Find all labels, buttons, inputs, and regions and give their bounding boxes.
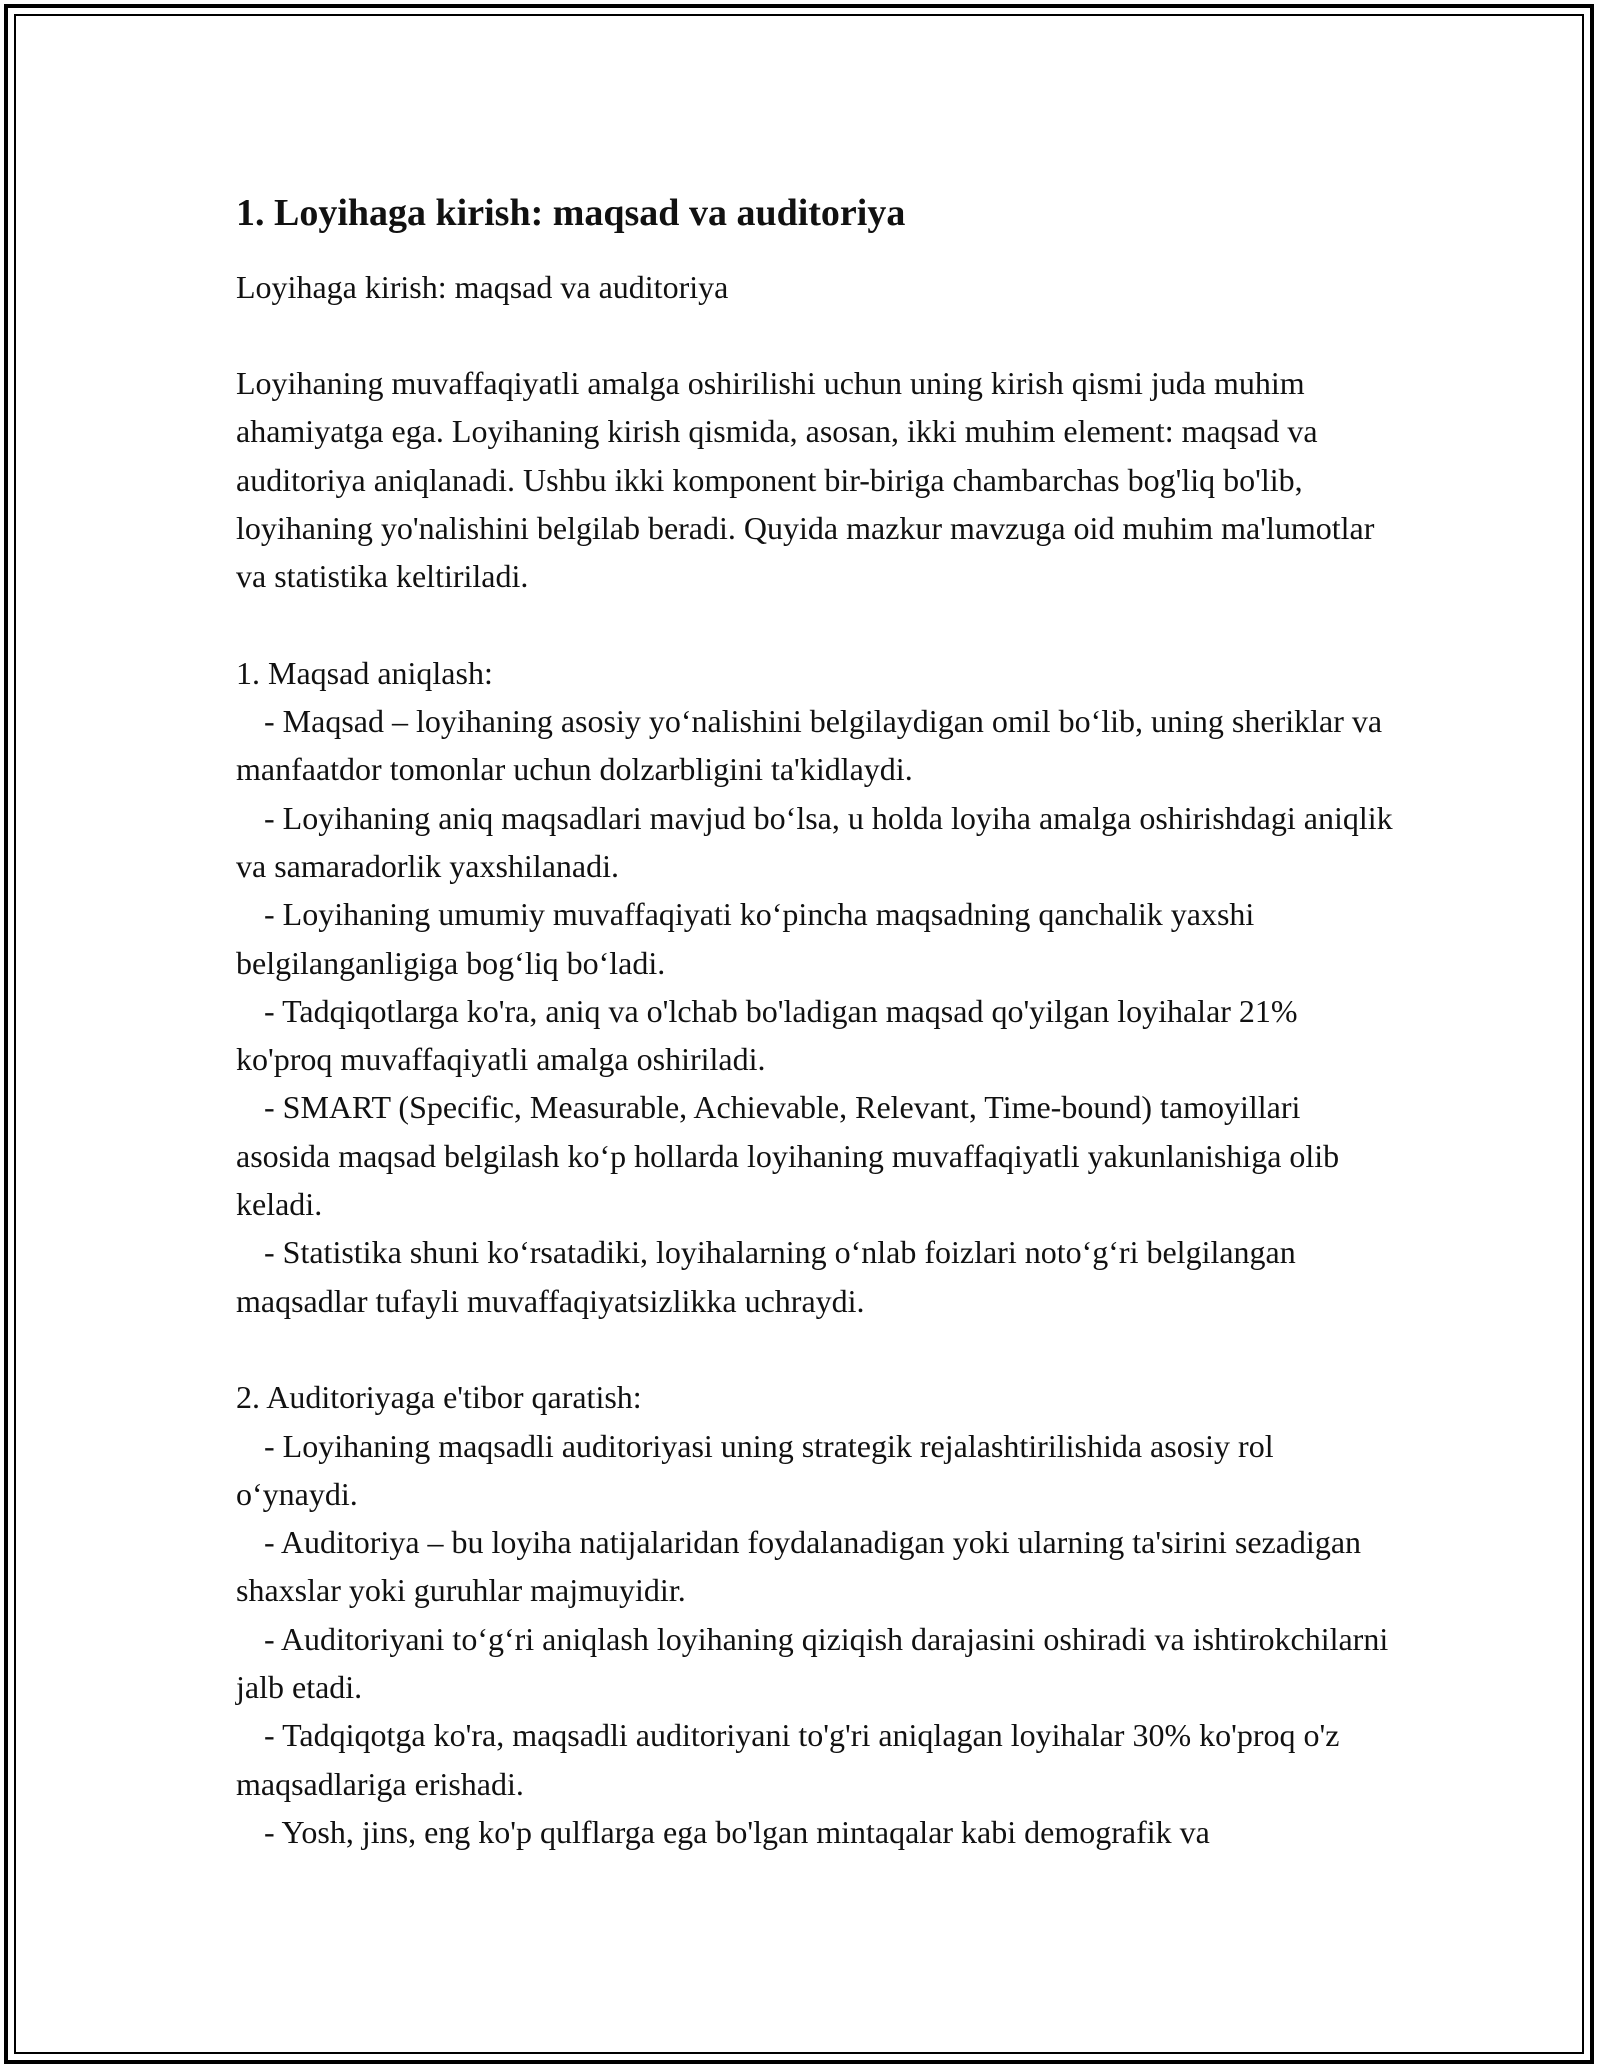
document-subtitle: Loyihaga kirish: maqsad va auditoriya [236,269,729,305]
document-title: 1. Loyihaga kirish: maqsad va auditoriya [236,192,906,234]
list-item: - Tadqiqotlarga ko'ra, aniq va o'lchab bo'ladigan maqsad qo'yilgan loyihalar 21% ko'proq muvaffaqiyatli amalga oshiriladi. [236,992,1306,1078]
list-item: - Auditoriya – bu loyiha natijalaridan foydalanadigan yoki ularning ta'sirini sezadigan shaxslar yoki guruhlar majmuyidir. [236,1524,1370,1609]
list-item: - Auditoriyani to‘g‘ri aniqlash loyihaning qiziqish darajasini oshiradi va ishtirokchilarni jalb etadi. [236,1620,1397,1706]
section-heading-goal: 1. Maqsad aniqlash: [236,654,493,691]
list-item: - Yosh, jins, eng ko'p qulflarga ega bo'lgan mintaqalar kabi demografik va [264,1813,1210,1850]
goal-bullet-list [236,697,1401,1325]
document-page [236,185,1401,1905]
list-item: - Loyihaning umumiy muvaffaqiyati ko‘pincha maqsadning qanchalik yaxshi belgilanganligiga bog‘liq bo‘ladi. [236,896,1263,981]
list-item: - Loyihaning aniq maqsadlari mavjud bo‘lsa, u holda loyiha amalga oshirishdagi aniqlik va samaradorlik yaxshilanadi. [236,799,1401,884]
section-heading-audience: 2. Auditoriyaga e'tibor qaratish: [236,1379,642,1416]
list-item: - Tadqiqotga ko'ra, maqsadli auditoriyani to'g'ri aniqlagan loyihalar 30% ko'proq o'z maqsadlariga erishadi. [236,1717,1348,1802]
audience-bullet-list [236,1422,1396,1857]
list-item: - Loyihaning maqsadli auditoriyasi uning strategik rejalashtirilishida asosiy rol o‘ynaydi. [236,1427,1282,1512]
intro-paragraph: Loyihaning muvaffaqiyatli amalga oshirilishi uchun uning kirish qismi juda muhim ahamiyatga ega. Loyihaning kirish qismida, asosan, ikki muhim element: maqsad va auditoriya aniqlanadi. Ushbu ikki komponent bir-biriga chambarchas bog'liq bo'lib, loyihaning yo'nalishini belgilab beradi. Quyida mazkur mavzuga oid muhim ma'lumotlar va statistika keltiriladi. [236,365,1375,595]
list-item: - SMART (Specific, Measurable, Achievable, Relevant, Time-bound) tamoyillari asosida maqsad belgilash ko‘p hollarda loyihaning muvaffaqiyatli yakunlanishiga olib keladi. [236,1089,1348,1223]
list-item: - Statistika shuni ko‘rsatadiki, loyihalarning o‘nlab foizlari noto‘g‘ri belgilangan maqsadlar tufayli muvaffaqiyatsizlikka uchraydi. [236,1234,1304,1319]
list-item: - Maqsad – loyihaning asosiy yo‘nalishini belgilaydigan omil bo‘lib, uning sheriklar va manfaatdor tomonlar uchun dolzarbligini ta'kidlaydi. [236,703,1391,788]
